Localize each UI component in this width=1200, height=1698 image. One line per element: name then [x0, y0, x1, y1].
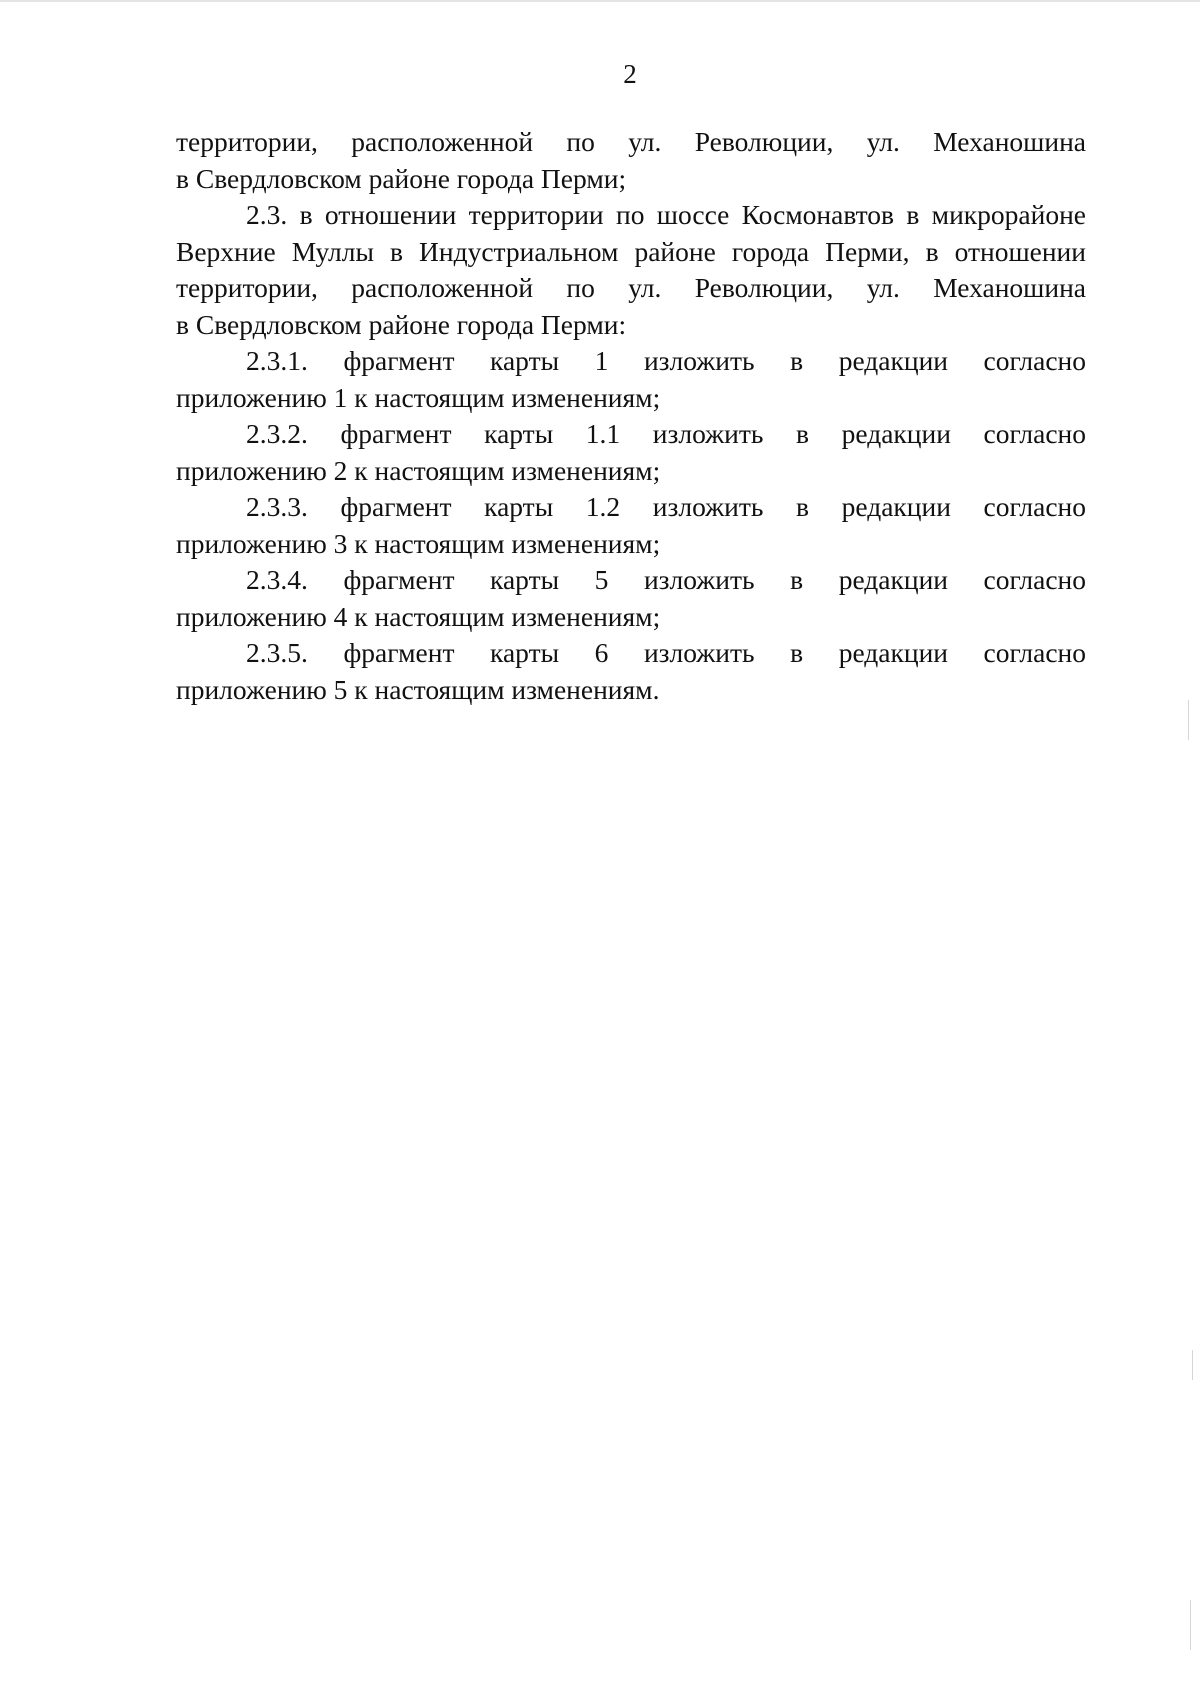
text-line: 2.3.2. фрагмент карты 1.1 изложить в редакции согласно	[246, 418, 1086, 449]
text-line: 2.3. в отношении территории по шоссе Космонавтов в микрорайоне	[246, 199, 1086, 230]
text-line: приложению 1 к настоящим изменениям;	[176, 381, 661, 413]
paragraph	[176, 489, 1086, 562]
text-line: 2.3.1. фрагмент карты 1 изложить в редакции согласно	[246, 345, 1086, 376]
text-line: 2.3.5. фрагмент карты 6 изложить в редакции согласно	[246, 637, 1086, 668]
scan-artifact	[1192, 1350, 1193, 1380]
paragraph	[176, 416, 1086, 489]
document-body	[176, 124, 1086, 708]
text-line: в Свердловском районе города Перми:	[176, 308, 627, 340]
page-number: 2	[623, 59, 637, 89]
text-line: Верхние Муллы в Индустриальном районе города Перми, в отношении	[176, 235, 1086, 267]
paragraph	[176, 197, 1086, 343]
paragraph	[176, 124, 1086, 197]
text-line: 2.3.4. фрагмент карты 5 изложить в редакции согласно	[246, 564, 1086, 595]
text-line: приложению 4 к настоящим изменениям;	[176, 600, 661, 632]
text-line: территории, расположенной по ул. Революции, ул. Механошина	[176, 126, 1086, 157]
text-line: в Свердловском районе города Перми;	[176, 162, 627, 194]
text-line: 2.3.3. фрагмент карты 1.2 изложить в редакции согласно	[246, 491, 1086, 522]
text-line: территории, расположенной по ул. Революции, ул. Механошина	[176, 272, 1086, 303]
text-line: приложению 3 к настоящим изменениям;	[176, 527, 661, 559]
paragraph	[176, 343, 1086, 416]
scan-artifact	[1190, 1600, 1191, 1650]
paragraph	[176, 635, 1086, 708]
paragraph	[176, 562, 1086, 635]
text-line: приложению 2 к настоящим изменениям;	[176, 454, 661, 486]
scan-artifact	[1188, 700, 1189, 740]
scan-edge	[0, 0, 1200, 2]
text-line: приложению 5 к настоящим изменениям.	[176, 673, 660, 705]
